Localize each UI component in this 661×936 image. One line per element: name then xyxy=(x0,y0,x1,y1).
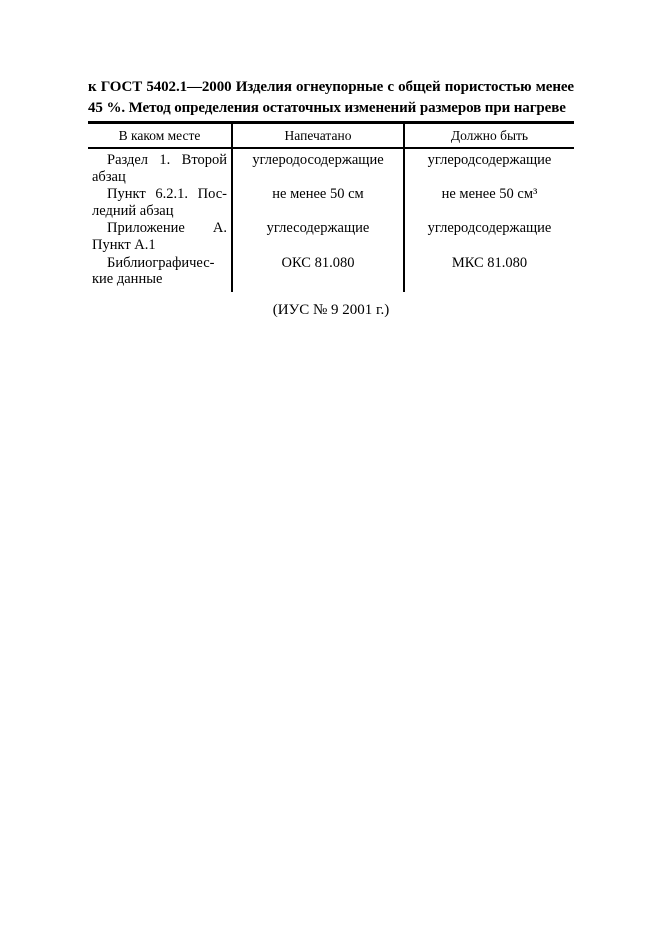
location-text-line2: Пункт А.1 xyxy=(92,236,156,253)
cell-location xyxy=(88,254,232,292)
table-header-row xyxy=(88,123,574,149)
cell-should-be: углеродсодержащие xyxy=(404,148,574,185)
location-text-line2: кие данные xyxy=(92,271,163,288)
location-text-line2: абзац xyxy=(92,168,126,185)
column-header-printed: Напечатано xyxy=(232,123,404,149)
cell-printed: не менее 50 см xyxy=(232,185,404,219)
cell-printed: ОКС 81.080 xyxy=(232,254,404,292)
cell-should-be: углеродсодержащие xyxy=(404,219,574,253)
document-title-line2: 45 %. Метод определения остаточных изменений размеров при нагреве xyxy=(88,100,566,116)
column-header-should-be: Должно быть xyxy=(404,123,574,149)
errata-table xyxy=(88,121,574,292)
cell-printed: углеродосодержащие xyxy=(232,148,404,185)
cell-location xyxy=(88,185,232,219)
table-row xyxy=(88,254,574,292)
location-text-line1: Раздел 1. Второй xyxy=(107,152,227,168)
document-title xyxy=(88,77,574,119)
table-row xyxy=(88,148,574,185)
cell-location xyxy=(88,148,232,185)
cell-printed: углесодержащие xyxy=(232,219,404,253)
table-row xyxy=(88,219,574,253)
cell-should-be: не менее 50 см³ xyxy=(404,185,574,219)
cell-should-be: МКС 81.080 xyxy=(404,254,574,292)
cell-location xyxy=(88,219,232,253)
location-text-line1: Приложение А. xyxy=(107,220,227,237)
location-text-line1: Пункт 6.2.1. Пос- xyxy=(107,186,227,203)
location-text-line1: Библиографичес- xyxy=(107,254,215,271)
location-text-line2: ледний абзац xyxy=(92,202,174,219)
document-title-line1: к ГОСТ 5402.1—2000 Изделия огнеупорные с общей пористостью менее xyxy=(88,79,574,95)
table-row xyxy=(88,185,574,219)
column-header-location: В каком месте xyxy=(88,123,232,149)
source-note: (ИУС № 9 2001 г.) xyxy=(272,302,390,318)
